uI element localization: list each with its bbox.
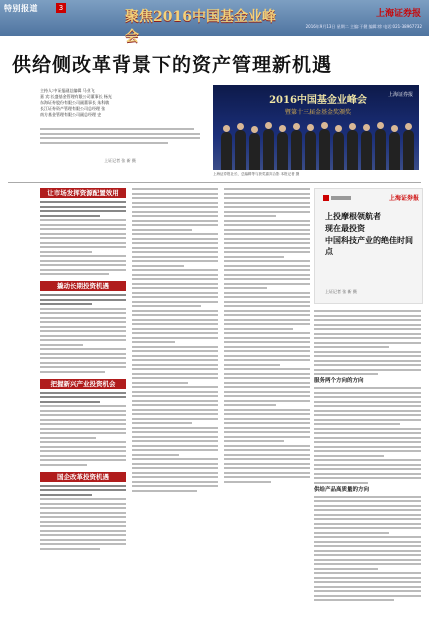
page-date: 2016年9月13日 星期二 主编:于健 编辑:徐 电话:021-38967732 — [305, 24, 422, 29]
host-line: 主持人:中证报副总编辑 马业飞 — [40, 88, 95, 93]
person — [375, 129, 386, 170]
person — [403, 130, 414, 170]
person — [361, 131, 372, 170]
guest-line: 东海证券股份有限公司副董事长 朱科敏 — [40, 100, 110, 105]
ad-line-3: 中国科技产业的绝佳时间点 — [325, 236, 413, 256]
photo-brand: 上海证券报 — [387, 92, 413, 98]
person — [389, 132, 400, 170]
intro-paragraph — [40, 128, 200, 146]
summit-photo — [213, 85, 419, 170]
subheading: 服务两个方向的方向 — [314, 378, 364, 384]
ad-line-2: 现在最投资 — [325, 224, 365, 233]
article-column-4 — [314, 310, 421, 604]
newspaper-brand: 上海证券报 — [375, 9, 421, 19]
ad-credit: 上证记者 张 新 摄 — [325, 289, 357, 294]
article-column-2 — [132, 188, 218, 494]
person — [221, 132, 232, 170]
article-column-3 — [224, 188, 310, 485]
person — [235, 130, 246, 170]
guest-line: 长江证券资产管理有限公司总经理 张 — [40, 106, 106, 111]
section-heading: 让市场发挥资源配置效用 — [40, 188, 126, 198]
person — [333, 132, 344, 170]
section-heading: 国企改革投资机遇 — [40, 472, 126, 482]
guest-line: 嘉 宾:长盛基金管理有限公司董事长 杨光 — [40, 94, 112, 99]
person — [263, 129, 274, 170]
section-heading: 把握新兴产业投资机会 — [40, 379, 126, 389]
section-heading: 撬动长期投资机遇 — [40, 281, 126, 291]
special-report-title: 聚焦2016中国基金业峰会 — [125, 9, 276, 45]
person — [347, 130, 358, 170]
person — [319, 129, 330, 170]
person — [249, 133, 260, 170]
subheading: 供给产品高质量的方向 — [314, 486, 370, 493]
person — [277, 132, 288, 170]
fund-logo-icon — [323, 195, 353, 201]
section-number: 3 — [56, 3, 66, 13]
photo-banner-sub: 暨第十三届金基金奖颁奖 — [284, 109, 351, 116]
photo-caption: 上海证券报社长、总编辑等与获奖嘉宾合影 本报记者 摄 — [213, 172, 300, 176]
photo-banner: 2016中国基金业峰会 — [269, 95, 367, 106]
fund-advertisement — [314, 188, 423, 304]
article-column-1 — [40, 188, 126, 552]
section-label: 特别报道 — [4, 4, 38, 13]
ad-line-1: 上投摩根领航者 — [325, 212, 381, 221]
ad-brand: 上海证券报 — [388, 195, 419, 202]
main-headline: 供给侧改革背景下的资产管理新机遇 — [12, 54, 333, 76]
host-guest-list — [40, 88, 200, 118]
divider — [8, 182, 421, 183]
person — [291, 130, 302, 170]
guest-line: 南方基金管理有限公司副总经理 史 — [40, 112, 102, 117]
page-header — [0, 0, 429, 45]
person — [305, 131, 316, 170]
photo-credit: 上证记者 张 新 摄 — [104, 158, 136, 163]
